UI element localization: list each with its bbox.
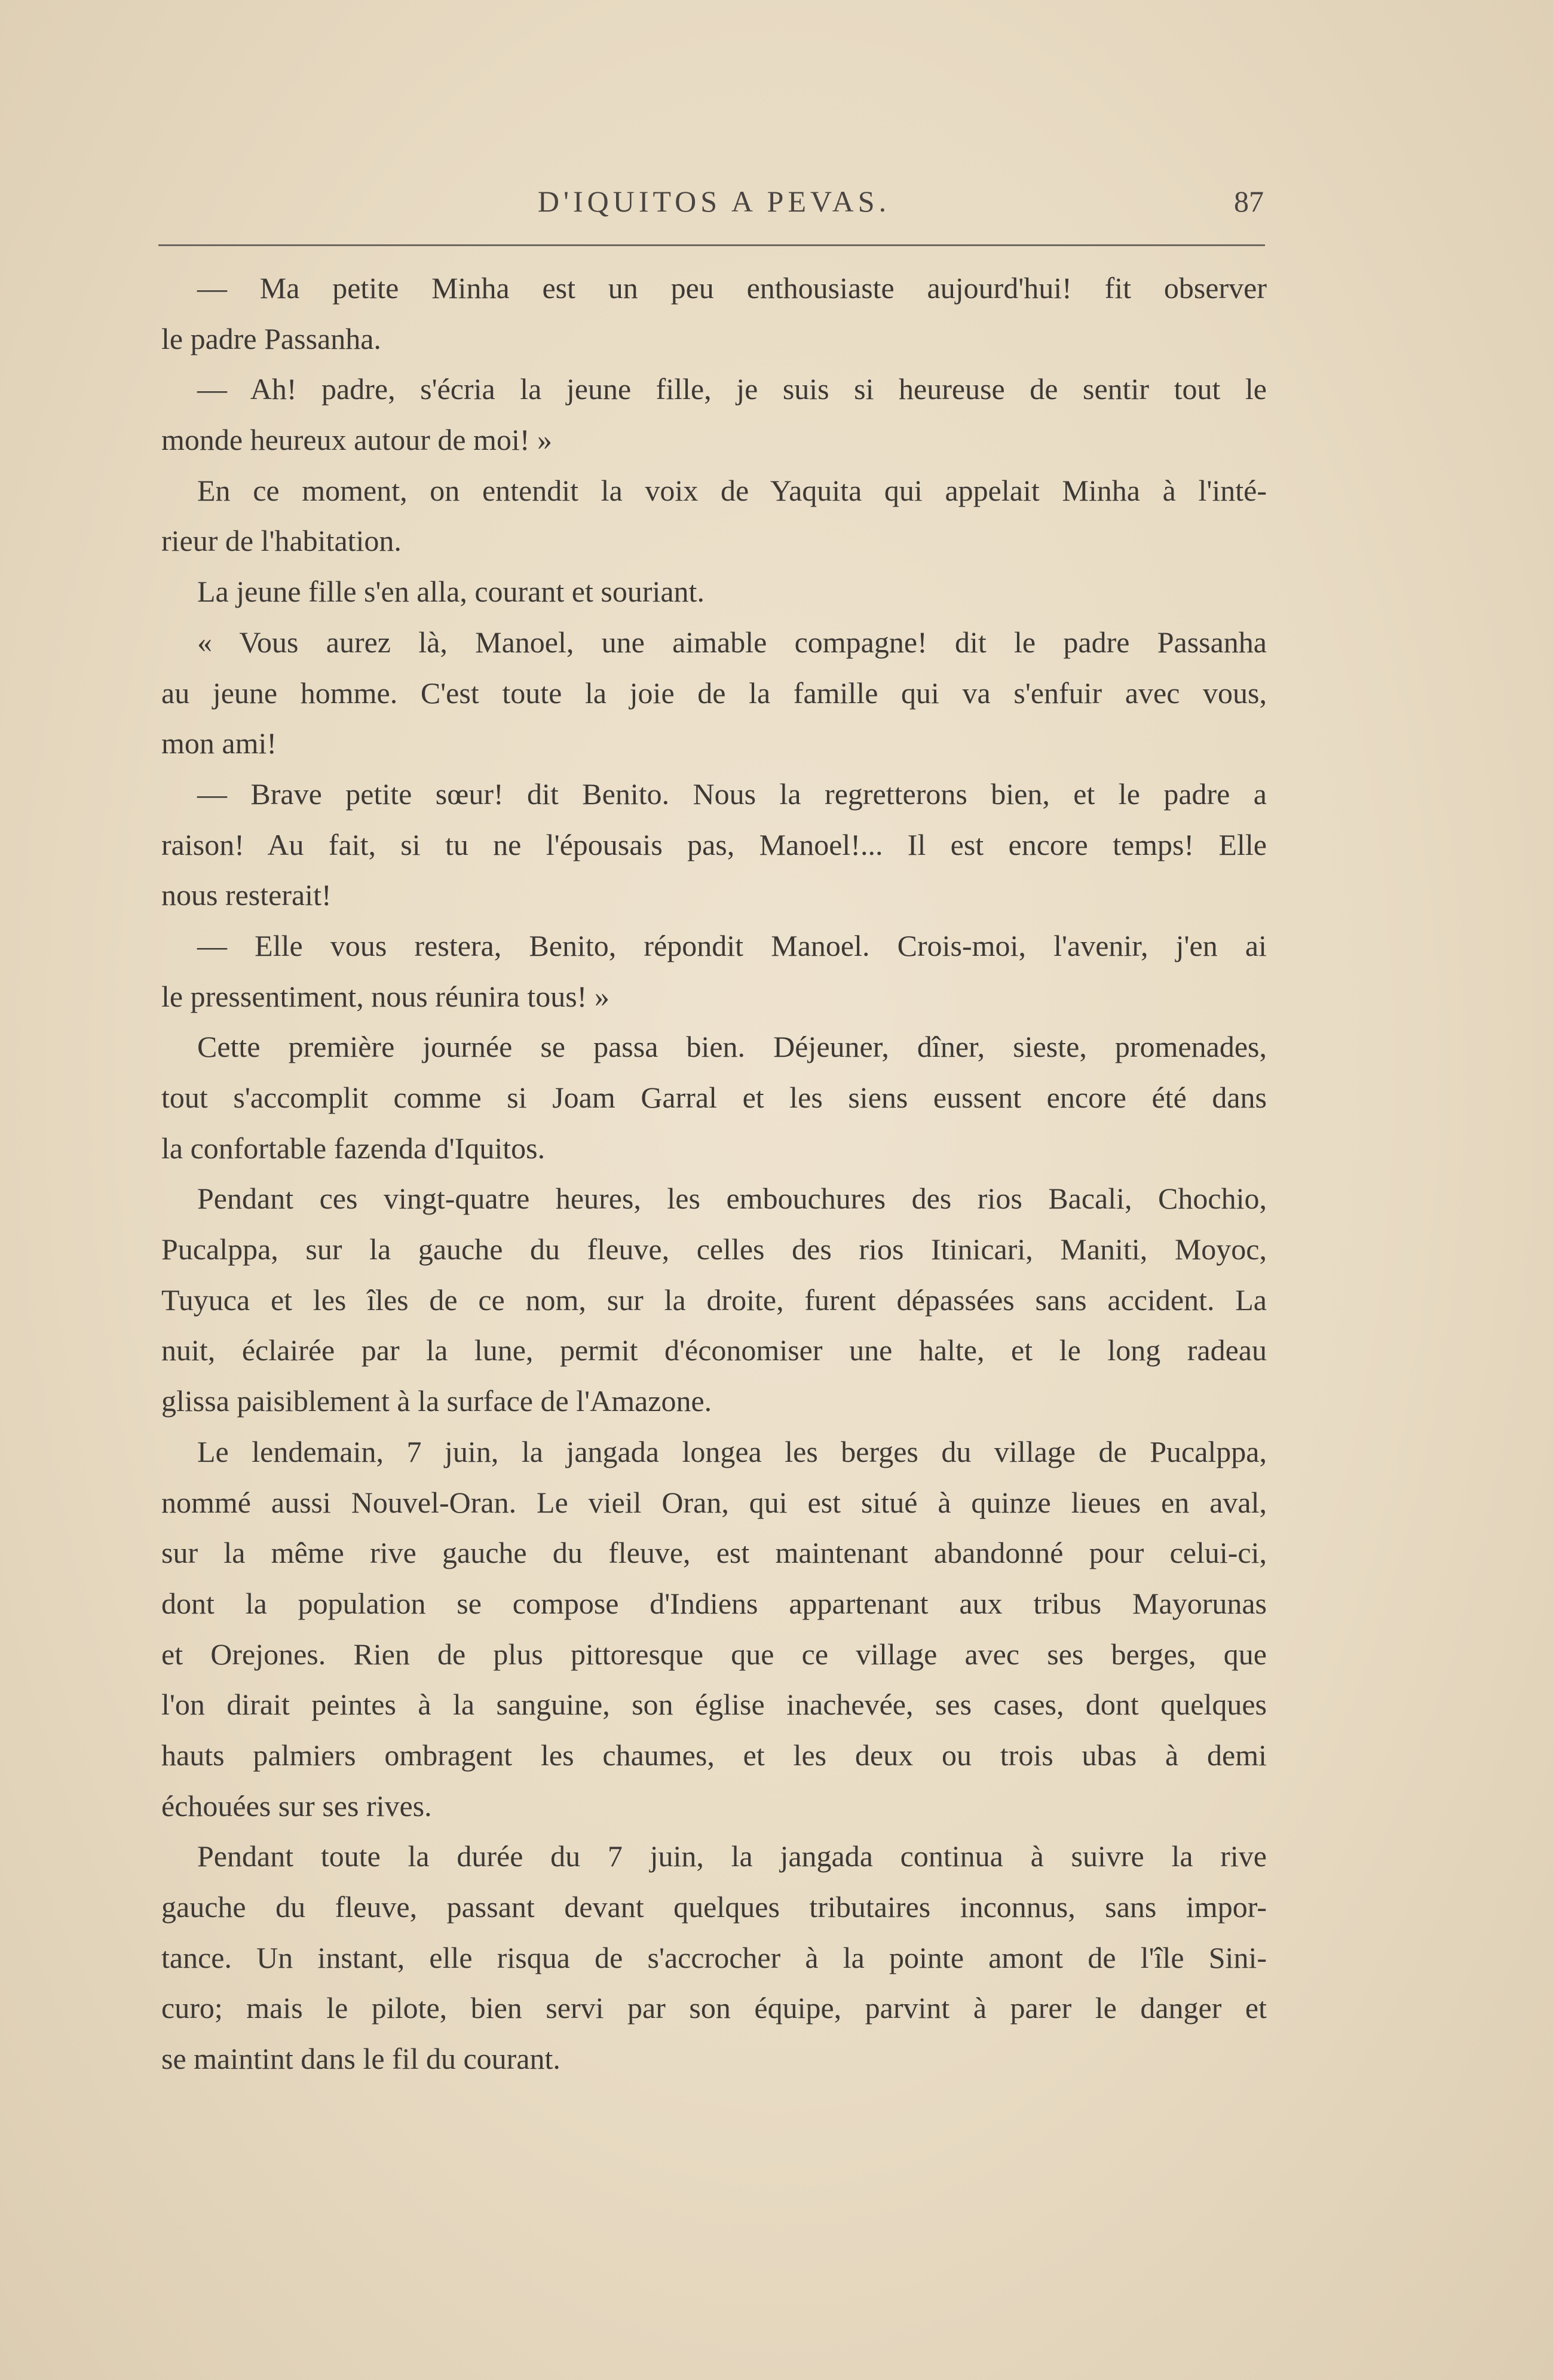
text-line: — Ma petite Minha est un peu enthousiaste aujourd'hui! fit observer: [197, 271, 1267, 305]
page-header: [164, 179, 1264, 233]
text-line: dont la population se compose d'Indiens appartenant aux tribus Mayorunas: [161, 1586, 1267, 1620]
text-line: Pendant ces vingt-quatre heures, les embouchures des rios Bacali, Chochio,: [197, 1182, 1267, 1216]
text-line: mon ami!: [161, 726, 277, 760]
text-line: nous resterait!: [161, 878, 332, 912]
header-rule: [158, 244, 1265, 246]
text-line: La jeune fille s'en alla, courant et souriant.: [197, 575, 704, 609]
text-line: — Brave petite sœur! dit Benito. Nous la regretterons bien, et le padre a: [197, 777, 1267, 811]
text-line: En ce moment, on entendit la voix de Yaquita qui appelait Minha à l'inté-: [197, 473, 1267, 507]
text-line: rieur de l'habitation.: [161, 524, 402, 558]
text-line: — Elle vous restera, Benito, répondit Manoel. Crois-moi, l'avenir, j'en ai: [197, 928, 1267, 962]
text-line: Pendant toute la durée du 7 juin, la jangada continua à suivre la rive: [197, 1839, 1267, 1873]
text-line: « Vous aurez là, Manoel, une aimable compagne! dit le padre Passanha: [197, 625, 1267, 659]
body-text: [161, 263, 1267, 2084]
text-line: le padre Passanha.: [161, 321, 381, 355]
text-line: et Orejones. Rien de plus pittoresque que ce village avec ses berges, que: [161, 1637, 1267, 1671]
text-line: gauche du fleuve, passant devant quelques tributaires inconnus, sans impor-: [161, 1890, 1267, 1924]
text-line: tance. Un instant, elle risqua de s'accrocher à la pointe amont de l'île Sini-: [161, 1940, 1267, 1974]
text-line: tout s'accomplit comme si Joam Garral et les siens eussent encore été dans: [161, 1081, 1267, 1114]
running-head: D'IQUITOS A PEVAS.: [537, 185, 891, 218]
text-line: nommé aussi Nouvel-Oran. Le vieil Oran, qui est situé à quinze lieues en aval,: [161, 1485, 1267, 1519]
text-line: le pressentiment, nous réunira tous! »: [161, 979, 609, 1013]
text-line: monde heureux autour de moi! »: [161, 423, 552, 457]
text-line: glissa paisiblement à la surface de l'Amazone.: [161, 1384, 712, 1418]
text-line: se maintint dans le fil du courant.: [161, 2042, 560, 2076]
text-line: — Ah! padre, s'écria la jeune fille, je suis si heureuse de sentir tout le: [197, 372, 1267, 406]
text-line: nuit, éclairée par la lune, permit d'économiser une halte, et le long radeau: [161, 1333, 1267, 1367]
text-line: Cette première journée se passa bien. Déjeuner, dîner, sieste, promenades,: [197, 1030, 1267, 1064]
text-line: Le lendemain, 7 juin, la jangada longea les berges du village de Pucalppa,: [197, 1434, 1267, 1468]
text-line: au jeune homme. C'est toute la joie de la famille qui va s'enfuir avec vous,: [161, 676, 1267, 710]
text-line: échouées sur ses rives.: [161, 1789, 432, 1823]
text-line: Tuyuca et les îles de ce nom, sur la droite, furent dépassées sans accident. La: [161, 1283, 1267, 1317]
text-line: sur la même rive gauche du fleuve, est maintenant abandonné pour celui-ci,: [161, 1536, 1267, 1570]
page-number: 87: [1234, 185, 1264, 218]
text-line: hauts palmiers ombragent les chaumes, et les deux ou trois ubas à demi: [161, 1738, 1267, 1772]
text-line: l'on dirait peintes à la sanguine, son église inachevée, ses cases, dont quelques: [161, 1688, 1267, 1722]
text-line: la confortable fazenda d'Iquitos.: [161, 1131, 546, 1165]
text-line: Pucalppa, sur la gauche du fleuve, celles des rios Itinicari, Maniti, Moyoc,: [161, 1232, 1267, 1266]
text-line: raison! Au fait, si tu ne l'épousais pas, Manoel!... Il est encore temps! Elle: [161, 827, 1267, 861]
text-line: curo; mais le pilote, bien servi par son équipe, parvint à parer le danger et: [161, 1991, 1267, 2025]
